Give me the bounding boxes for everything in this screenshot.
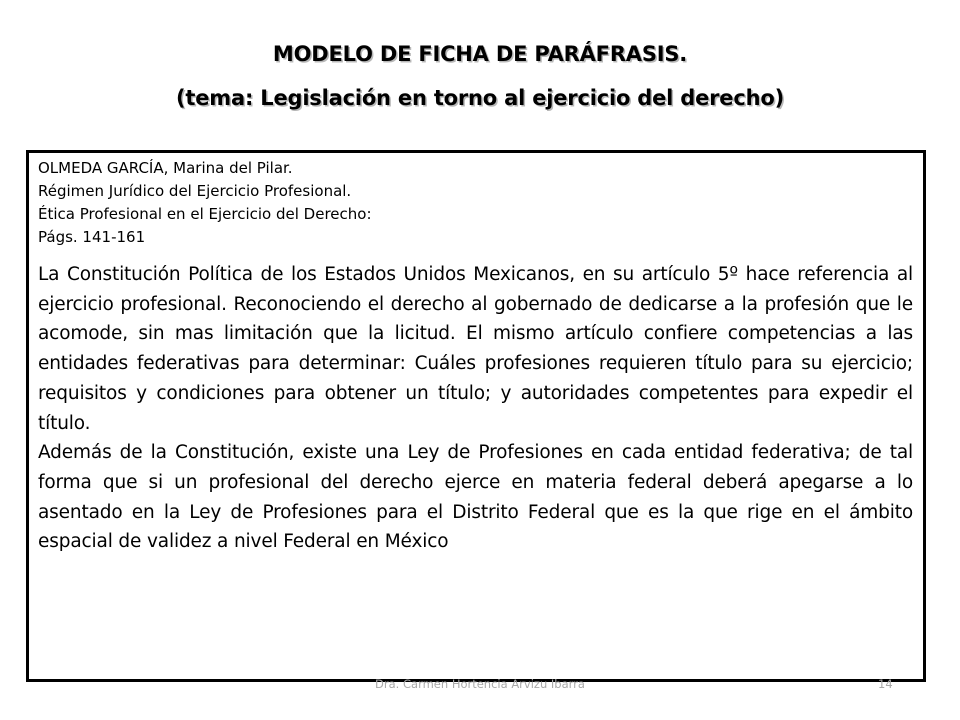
paraphrase-paragraph: La Constitución Política de los Estados Unidos Mexicanos, en su artículo 5º hace referencia al ejercicio profesional. Reconociendo el derecho al gobernado de dedicarse a la profesión que le acomode, sin mas limitación que la licitud. El mismo artículo confiere competencias a las entidades federativas para determinar: Cuáles profesiones requieren título para su ejercicio; requisitos y condiciones para obtener un título; y autoridades competentes para expedir el título. (38, 264, 913, 434)
slide-subtitle: (tema: Legislación en torno al ejercicio del derecho) (176, 86, 784, 110)
footer-author: Dra. Carmen Hortencia Arvizu Ibarra (375, 677, 585, 691)
paraphrase-paragraph: Además de la Constitución, existe una Ley de Profesiones en cada entidad federativa; de tal forma que si un profesional del derecho ejerce en materia federal deberá apegarse a lo asentado en la Ley de Profesiones para el Distrito Federal que es la que rige en el ámbito espacial de validez a nivel Federal en México (38, 442, 913, 553)
bibliographic-reference (38, 157, 913, 249)
paraphrase-card (26, 150, 926, 682)
reference-source: Ética Profesional en el Ejercicio del Derecho: (38, 205, 372, 223)
reference-work-title: Régimen Jurídico del Ejercicio Profesional. (38, 182, 352, 200)
reference-pages: Págs. 141-161 (38, 228, 146, 246)
slide-title: MODELO DE FICHA DE PARÁFRASIS. (272, 42, 688, 66)
reference-author: OLMEDA GARCÍA, Marina del Pilar. (38, 159, 293, 177)
slide-number: 14 (878, 677, 893, 691)
